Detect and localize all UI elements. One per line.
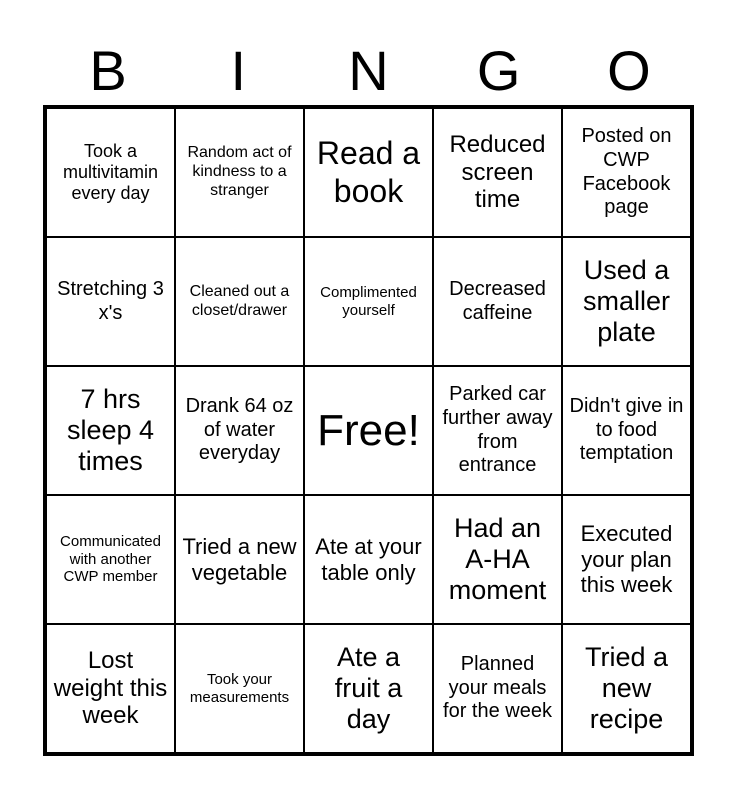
bingo-card [43,105,694,756]
bingo-cell[interactable] [175,108,304,237]
bingo-cell[interactable] [175,495,304,624]
bingo-cell[interactable] [46,108,175,237]
cell-label: Parked car further away from entrance [442,383,553,477]
cell-label: Executed your plan this week [580,520,673,598]
bingo-cell[interactable] [304,624,433,753]
cell-label: Tried a new recipe [584,641,669,735]
cell-label: Decreased caffeine [449,277,546,324]
bingo-cell[interactable] [304,495,433,624]
bingo-cell[interactable] [562,237,691,366]
bingo-cell[interactable] [433,624,562,753]
cell-label: Drank 64 oz of water everyday [185,395,294,465]
header-letter-i: I [230,39,247,102]
bingo-cell[interactable] [46,366,175,495]
bingo-cell[interactable] [562,624,691,753]
free-space-cell[interactable] [304,366,433,495]
header-letter-b: B [89,39,127,102]
bingo-cell[interactable] [46,237,175,366]
bingo-cell[interactable] [433,108,562,237]
bingo-header [43,38,694,104]
header-letter-n: N [348,39,389,102]
header-letter-g: G [476,39,521,102]
bingo-cell[interactable] [433,495,562,624]
cell-label: Used a smaller plate [582,254,670,348]
bingo-cell[interactable] [46,624,175,753]
cell-label: Tried a new vegetable [182,533,297,585]
cell-label: Planned your meals for the week [443,653,552,723]
bingo-cell[interactable] [175,237,304,366]
cell-label: Didn't give in to food temptation [569,395,684,465]
cell-label: Reduced screen time [449,131,546,214]
cell-label: Ate a fruit a day [334,641,403,735]
cell-label: Communicated with another CWP member [60,532,161,586]
cell-label: 7 hrs sleep 4 times [66,383,155,477]
bingo-cell[interactable] [562,495,691,624]
cell-label: Stretching 3 x's [57,277,164,324]
header-letter-o: O [607,39,651,102]
bingo-cell[interactable] [433,366,562,495]
cell-label: Cleaned out a closet/drawer [189,282,290,319]
bingo-cell[interactable] [304,108,433,237]
cell-label: Free! [317,405,420,455]
cell-label: Took your measurements [189,670,290,706]
bingo-cell[interactable] [175,366,304,495]
cell-label: Complimented yourself [320,283,417,319]
bingo-cell[interactable] [562,366,691,495]
bingo-cell[interactable] [175,624,304,753]
cell-label: Had an A-HA moment [448,512,547,606]
cell-label: Posted on CWP Facebook page [581,125,672,219]
bingo-cell[interactable] [46,495,175,624]
cell-label: Read a book [316,134,421,209]
cell-label: Ate at your table only [315,533,422,585]
cell-label: Lost weight this week [53,647,168,730]
bingo-cell[interactable] [562,108,691,237]
cell-label: Random act of kindness to a stranger [187,144,292,199]
bingo-cell[interactable] [433,237,562,366]
bingo-cell[interactable] [304,237,433,366]
cell-label: Took a multivitamin every day [62,140,159,204]
